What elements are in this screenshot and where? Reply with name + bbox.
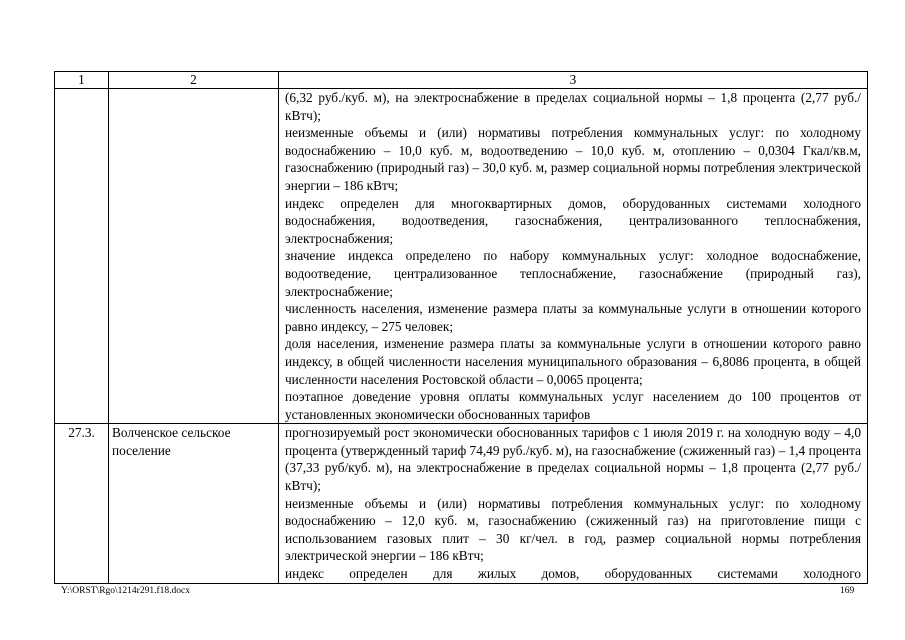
table-header-row — [55, 72, 868, 89]
description-cell — [279, 89, 868, 424]
paragraph: неизменные объемы и (или) нормативы потребления коммунальных услуг: по холодному водоснабжению – 10,0 куб. м, водоотведению – 10,0 куб. м, отоплению – 0,0304 Гкал/кв.м, газоснабжению (природный газ) – 30,0 куб. м, размер социальной нормы потребления электрической энергии – 186 кВтч; — [285, 125, 861, 193]
footer-file-path: Y:\ORST\Rgo\1214r291.f18.docx — [61, 586, 190, 596]
column-header-3: 3 — [279, 72, 868, 89]
paragraph: (6,32 руб./куб. м), на электроснабжение в пределах социальной нормы – 1,8 процента (2,77 руб./кВтч); — [285, 90, 861, 123]
paragraph: индекс определен для многоквартирных домов, оборудованных системами холодного водоснабжения, водоотведения, газоснабжения, централизованного теплоснабжения, электроснабжения; — [285, 195, 861, 246]
content-table — [54, 71, 868, 584]
paragraph: индекс определен для жилых домов, оборудованных системами холодного — [285, 566, 861, 582]
paragraph: поэтапное доведение уровня оплаты коммунальных услуг населением до 100 процентов от установленных экономически обоснованных тарифов — [285, 389, 861, 422]
settlement-name-cell — [109, 89, 279, 424]
row-number-cell — [55, 89, 109, 424]
paragraph: значение индекса определено по набору коммунальных услуг: холодное водоснабжение, водоотведение, централизованное теплоснабжение, газоснабжение (природный газ), электроснабжение; — [285, 248, 861, 299]
page-number: 169 — [840, 586, 855, 596]
table-row — [55, 89, 868, 424]
column-header-2: 2 — [109, 72, 279, 89]
description-cell — [279, 424, 868, 583]
paragraph: численность населения, изменение размера платы за коммунальные услуги в отношении которого равно индексу, – 275 человек; — [285, 301, 861, 334]
row-number-cell: 27.3. — [55, 424, 109, 583]
paragraph: доля населения, изменение размера платы за коммунальные услуги в отношении которого равно индексу, в общей численности населения муниципального образования – 6,8086 процента, в общей численности населения Ростовской области – 0,0065 процента; — [285, 336, 861, 387]
paragraph: прогнозируемый рост экономически обоснованных тарифов с 1 июля 2019 г. на холодную воду – 4,0 процента (утвержденный тариф 74,49 руб./куб. м), на газоснабжение (сжиженный газ) – 1,4 процента (37,33 руб/куб. м), на электроснабжение в пределах социальной нормы – 1,8 процента (2,77 руб./кВтч); — [285, 425, 861, 494]
paragraph: неизменные объемы и (или) нормативы потребления коммунальных услуг: по холодному водоснабжению – 12,0 куб. м, газоснабжению (сжиженный газ) на приготовление пищи с использованием газовых плит – 30 кг/чел. в год, размер социальной нормы потребления электрической энергии – 186 кВтч; — [285, 495, 861, 564]
settlement-name-cell: Волченское сельское поселение — [109, 424, 279, 583]
column-header-1: 1 — [55, 72, 109, 89]
table-row — [55, 424, 868, 583]
